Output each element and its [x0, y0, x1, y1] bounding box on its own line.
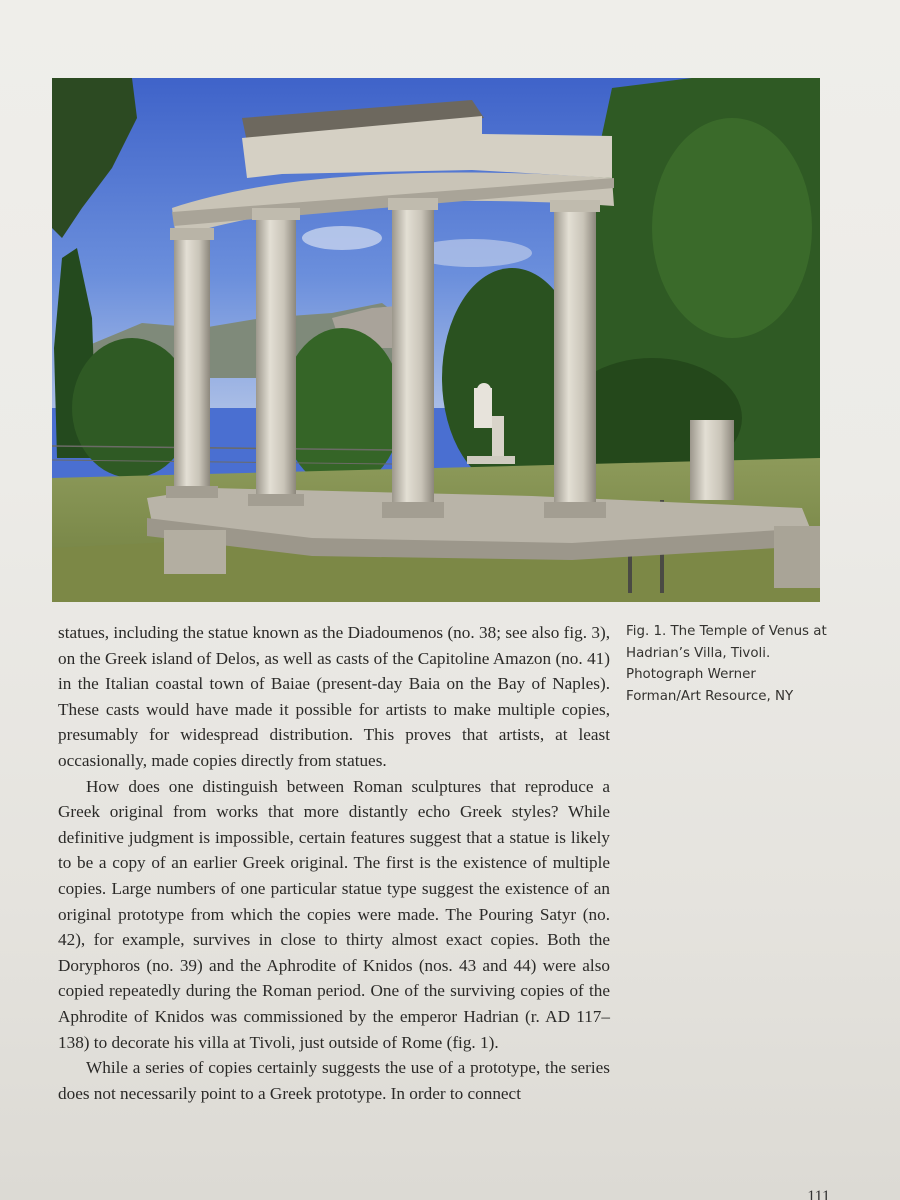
photo-illustration	[52, 78, 820, 602]
figure-caption: Fig. 1. The Temple of Venus at Hadrian’s Villa, Tivoli. Photograph Werner Forman/Art Resource, NY	[626, 624, 827, 704]
paragraph: While a series of copies certainly suggests the use of a prototype, the series does not necessarily point to a Greek prototype. In order to connect	[58, 1058, 610, 1103]
paragraph: How does one distinguish between Roman sculptures that reproduce a Greek original from works that more distantly echo Greek styles? While definitive judgment is impossible, certain features suggest that a statue is likely to be a copy of an earlier Greek original. The first is the existence of multiple copies. Large numbers of one particular statue type suggest the existence of an original prototype from which the copies were made. The Pouring Satyr (no. 42), for example, survives in close to thirty almost exact copies. Both the Doryphoros (no. 39) and the Aphrodite of Knidos (nos. 43 and 44) were also copied repeatedly during the Roman period. One of the surviving copies of the Aphrodite of Knidos was commissioned by the emperor Hadrian (r. AD 117–138) to decorate his villa at Tivoli, just outside of Rome (fig. 1).	[58, 776, 610, 1052]
page-number: 111	[807, 1188, 830, 1200]
paragraph: statues, including the statue known as the Diadoumenos (no. 38; see also fig. 3), on the Greek island of Delos, as well as casts of the Capitoline Amazon (no. 41) in the Italian coastal town of Baiae (present-day Baia on the Bay of Naples). These casts would have made it possible for artists to make multiple copies, presumably for widespread distribution. This proves that artists, at least occasionally, made copies directly from statues.	[58, 623, 610, 770]
body-text	[58, 620, 610, 1106]
temple-of-venus-photo	[52, 78, 820, 602]
